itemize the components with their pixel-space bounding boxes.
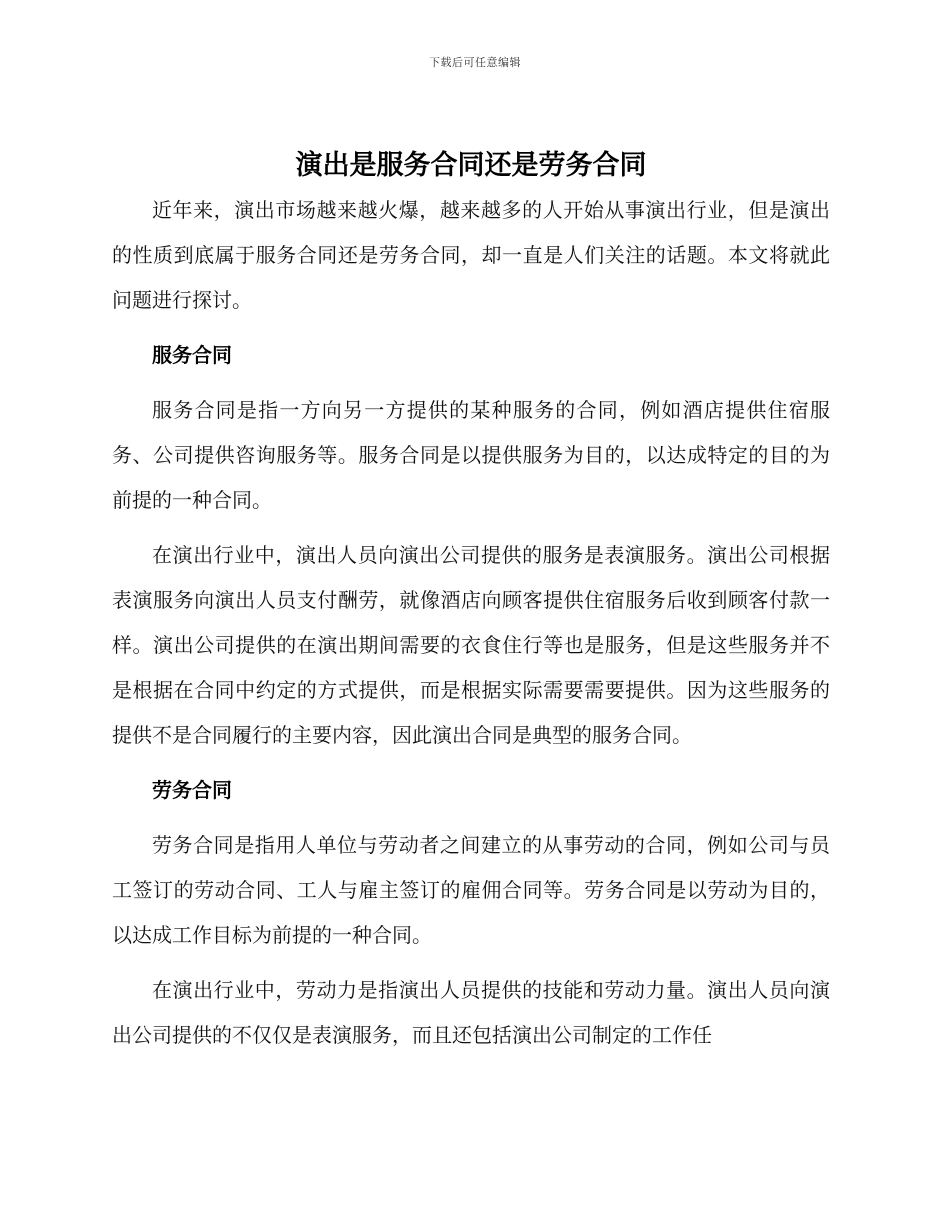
intro-paragraph: 近年来，演出市场越来越火爆，越来越多的人开始从事演出行业，但是演出的性质到底属于服务合同还是劳务合同，却一直是人们关注的话题。本文将就此问题进行探讨。 xyxy=(112,198,830,312)
labor-contract-paragraph-2: 在演出行业中，劳动力是指演出人员提供的技能和劳动力量。演出人员向演出公司提供的不仅仅是表演服务，而且还包括演出公司制定的工作任 xyxy=(112,978,830,1047)
page-header: 下载后可任意编辑 xyxy=(429,56,521,69)
document-title: 演出是服务合同还是劳务合同 xyxy=(295,150,647,181)
service-contract-paragraph-1: 服务合同是指一方向另一方提供的某种服务的合同，例如酒店提供住宿服务、公司提供咨询服务等。服务合同是以提供服务为目的，以达成特定的目的为前提的一种合同。 xyxy=(112,398,830,512)
service-contract-paragraph-2: 在演出行业中，演出人员向演出公司提供的服务是表演服务。演出公司根据表演服务向演出人员支付酬劳，就像酒店向顾客提供住宿服务后收到顾客付款一样。演出公司提供的在演出期间需要的衣食住行等也是服务，但是这些服务并不是根据在合同中约定的方式提供，而是根据实际需要需要提供。因为这些服务的提供不是合同履行的主要内容，因此演出合同是典型的服务合同。 xyxy=(112,543,830,747)
section-heading-labor-contract: 劳务合同 xyxy=(152,778,232,802)
document-body xyxy=(112,146,830,1068)
section-heading-service-contract: 服务合同 xyxy=(152,343,232,367)
labor-contract-paragraph-1: 劳务合同是指用人单位与劳动者之间建立的从事劳动的合同，例如公司与员工签订的劳动合同、工人与雇主签订的雇佣合同等。劳务合同是以劳动为目的，以达成工作目标为前提的一种合同。 xyxy=(112,833,830,947)
